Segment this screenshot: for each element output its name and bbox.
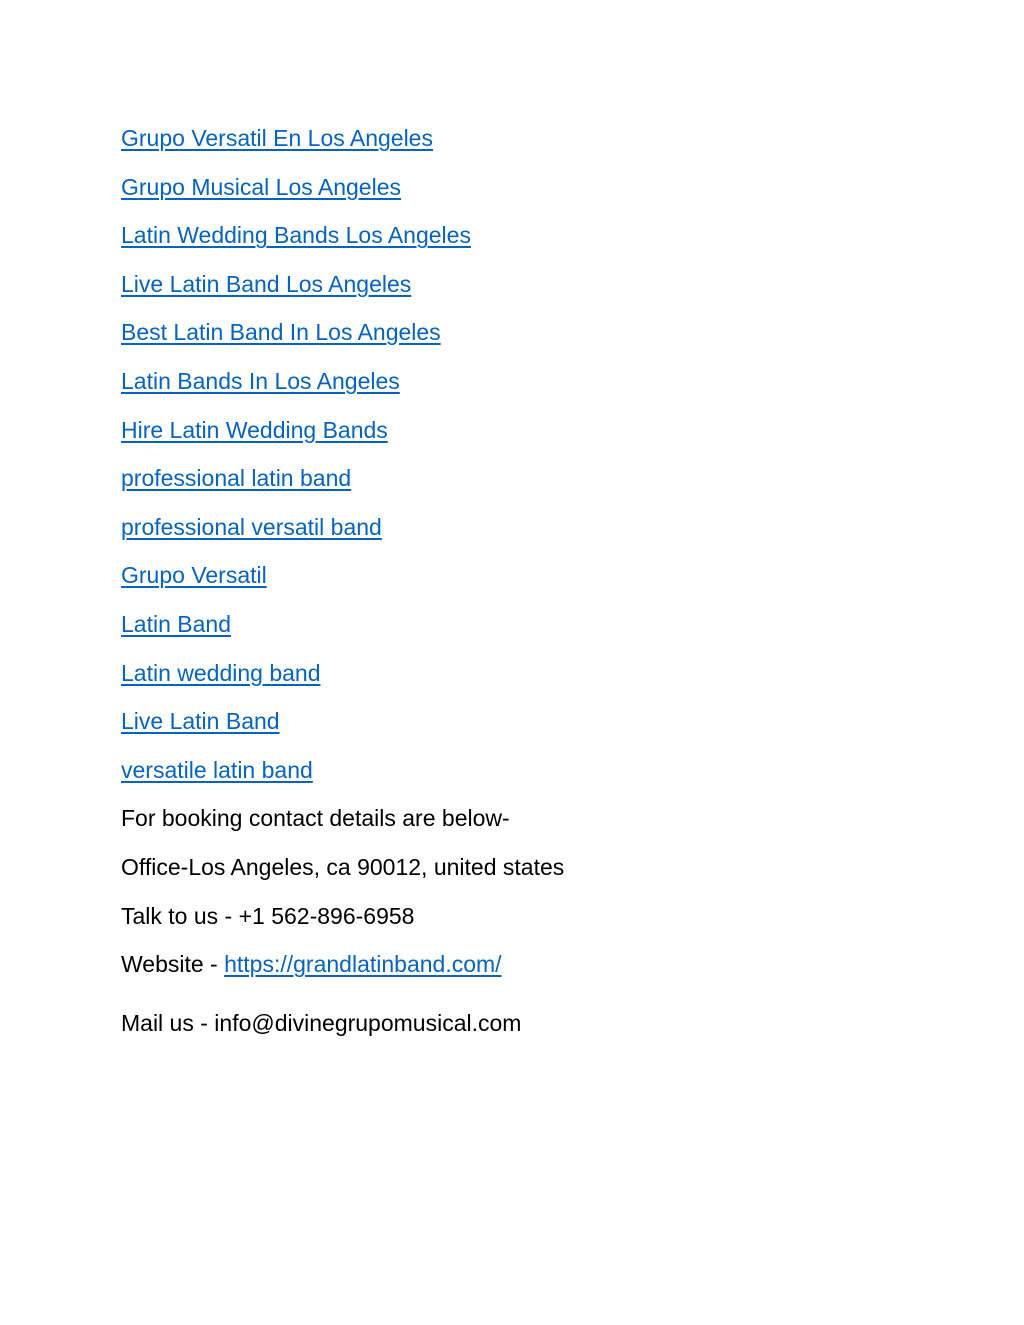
website-label: Website -: [121, 951, 225, 978]
phone-text: Talk to us - +1 562-896-6958: [121, 902, 415, 929]
link-latin-wedding-band[interactable]: Latin wedding band: [121, 659, 321, 686]
link-live-latin-band-los-angeles[interactable]: Live Latin Band Los Angeles: [121, 270, 412, 297]
link-versatile-latin-band[interactable]: versatile latin band: [121, 756, 313, 783]
link-best-latin-band-in-los-angeles[interactable]: Best Latin Band In Los Angeles: [121, 319, 441, 346]
link-live-latin-band[interactable]: Live Latin Band: [121, 708, 280, 735]
website-line: [121, 944, 921, 993]
link-line: [121, 653, 921, 702]
link-professional-versatil-band[interactable]: professional versatil band: [121, 513, 382, 540]
link-latin-bands-in-los-angeles[interactable]: Latin Bands In Los Angeles: [121, 367, 400, 394]
link-line: [121, 458, 921, 507]
link-grupo-versatil[interactable]: Grupo Versatil: [121, 562, 267, 589]
link-grupo-versatil-en-los-angeles[interactable]: Grupo Versatil En Los Angeles: [121, 125, 433, 151]
link-professional-latin-band[interactable]: professional latin band: [121, 465, 352, 492]
link-line: [121, 701, 921, 750]
link-grupo-musical-los-angeles[interactable]: Grupo Musical Los Angeles: [121, 173, 401, 200]
link-line: [121, 118, 921, 167]
link-line: [121, 215, 921, 264]
link-hire-latin-wedding-bands[interactable]: Hire Latin Wedding Bands: [121, 416, 388, 443]
link-line: [121, 410, 921, 459]
booking-intro-text: For booking contact details are below-: [121, 805, 510, 832]
link-latin-band[interactable]: Latin Band: [121, 610, 231, 637]
link-line: [121, 312, 921, 361]
link-line: [121, 555, 921, 604]
link-latin-wedding-bands-los-angeles[interactable]: Latin Wedding Bands Los Angeles: [121, 222, 471, 249]
link-line: [121, 507, 921, 556]
link-line: [121, 750, 921, 799]
document-body: [121, 118, 921, 1051]
link-line: [121, 361, 921, 410]
link-line: [121, 604, 921, 653]
link-line: [121, 264, 921, 313]
mail-text: Mail us - info@divinegrupomusical.com: [121, 1009, 522, 1036]
website-link[interactable]: https://grandlatinband.com/: [224, 951, 502, 978]
office-address-text: Office-Los Angeles, ca 90012, united states: [121, 853, 565, 880]
link-line: [121, 167, 921, 216]
